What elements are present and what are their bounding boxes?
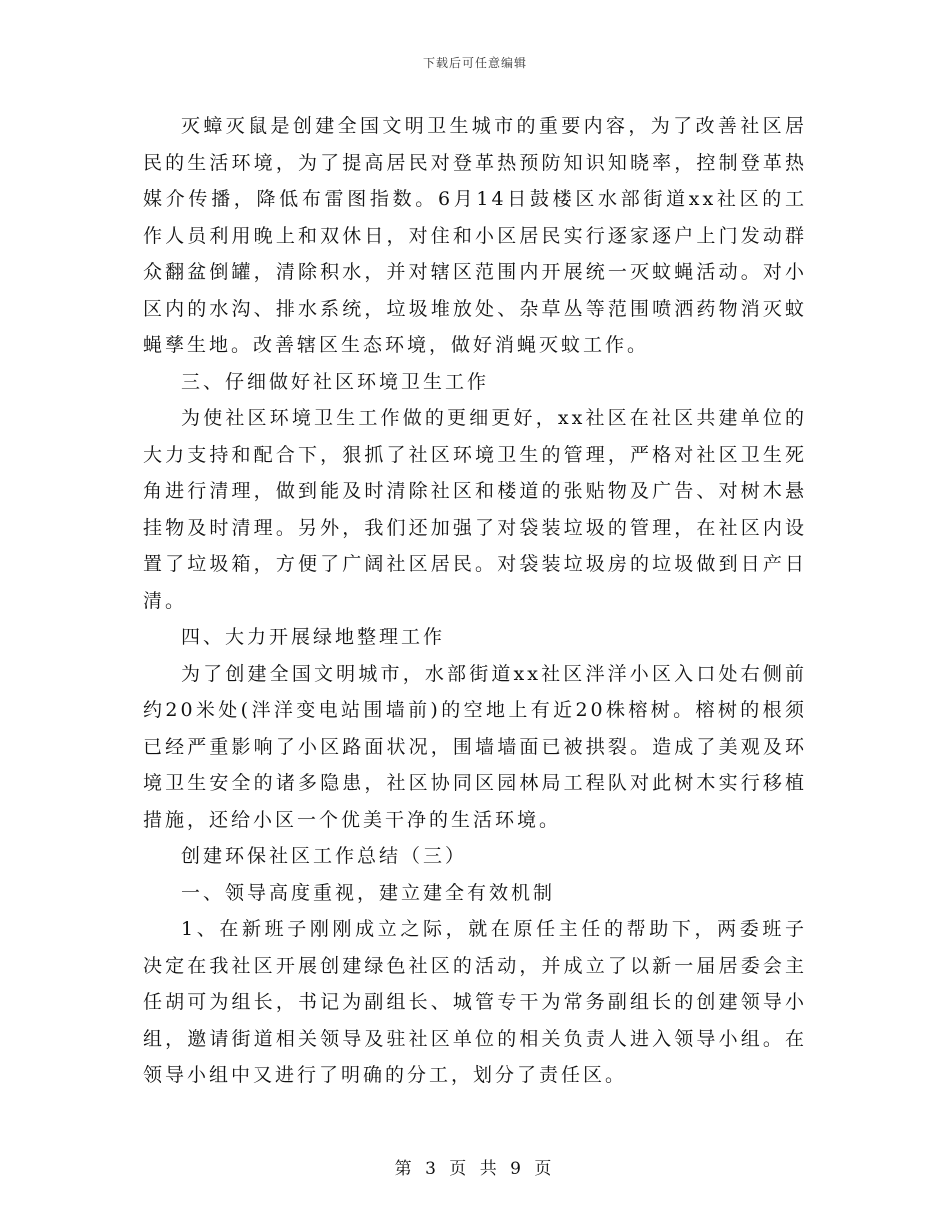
footer-total-pages: 9 <box>510 1159 525 1179</box>
paragraph-greenland: 为了创建全国文明城市，水部街道xx社区泮洋小区入口处右侧前约20米处(泮洋变电站围墙前)的空地上有近20株榕树。榕树的根须已经严重影响了小区路面状况，围墙墙面已被拱裂。造成了美观及环境卫生安全的诸多隐患，社区协同区园林局工程队对此树木实行移植措施，还给小区一个优美干净的生活环境。 <box>143 662 807 831</box>
footer-prefix: 第 <box>394 1159 416 1179</box>
paragraph-leadership-group: 1、在新班子刚刚成立之际，就在原任主任的帮助下，两委班子决定在我社区开展创建绿色社区的活动，并成立了以新一届居委会主任胡可为组长，书记为副组长、城管专干为常务副组长的创建领导小组，邀请街道相关领导及驻社区单位的相关负责人进入领导小组。在领导小组中又进行了明确的分工，划分了责任区。 <box>143 918 807 1086</box>
page-footer <box>0 1154 950 1179</box>
heading-summary-three: 创建环保社区工作总结（三） <box>181 845 468 867</box>
page-header: 下载后可任意编辑 <box>422 56 527 70</box>
document-body <box>143 108 807 1094</box>
heading-section-three: 三、仔细做好社区环境卫生工作 <box>181 370 490 393</box>
footer-middle: 页 共 <box>449 1159 501 1179</box>
footer-current-page: 3 <box>425 1159 440 1179</box>
heading-section-four: 四、大力开展绿地整理工作 <box>181 626 446 648</box>
paragraph-pest-control: 灭蟑灭鼠是创建全国文明卫生城市的重要内容，为了改善社区居民的生活环境，为了提高居民对登革热预防知识知晓率，控制登革热媒介传播，降低布雷图指数。6月14日鼓楼区水部街道xx社区的工作人员利用晚上和双休日，对住和小区居民实行逐家逐户上门发动群众翻盆倒罐，清除积水，并对辖区范围内开展统一灭蚊蝇活动。对小区内的水沟、排水系统，垃圾堆放处、杂草丛等范围喷洒药物消灭蚊蝇孳生地。改善辖区生态环境，做好消蝇灭蚊工作。 <box>143 115 807 356</box>
paragraph-sanitation: 为使社区环境卫生工作做的更细更好，xx社区在社区共建单位的大力支持和配合下，狠抓了社区环境卫生的管理，严格对社区卫生死角进行清理，做到能及时清除社区和楼道的张贴物及广告、对树木悬挂物及时清理。另外，我们还加强了对袋装垃圾的管理，在社区内设置了垃圾箱，方便了广阔社区居民。对袋装垃圾房的垃圾做到日产日清。 <box>143 407 807 612</box>
footer-suffix: 页 <box>534 1159 556 1179</box>
heading-leadership: 一、领导高度重视，建立建全有效机制 <box>181 881 556 904</box>
